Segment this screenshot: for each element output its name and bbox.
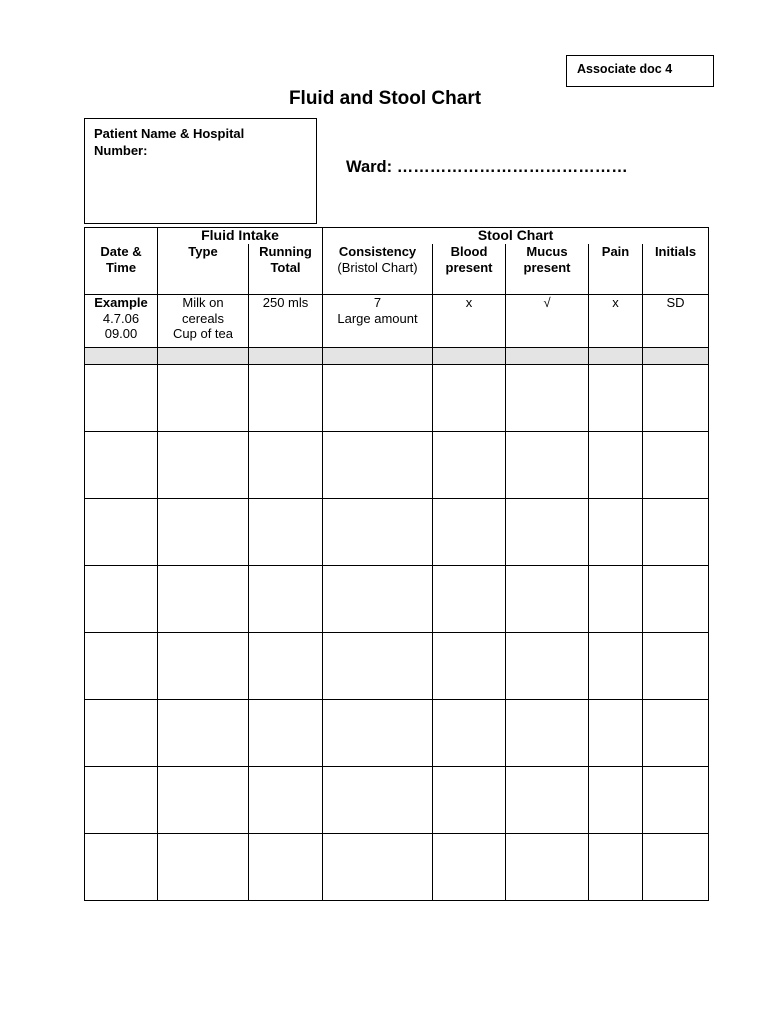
entry-row	[85, 700, 709, 767]
entry-cell[interactable]	[643, 432, 709, 499]
col-header-consistency	[323, 244, 433, 295]
entry-cell[interactable]	[158, 633, 249, 700]
patient-label-line1: Patient Name & Hospital	[94, 126, 245, 141]
entry-cell[interactable]	[506, 566, 589, 633]
entry-cell[interactable]	[85, 767, 158, 834]
col-type: Type	[188, 244, 218, 259]
entry-cell[interactable]	[506, 700, 589, 767]
entry-row	[85, 767, 709, 834]
entry-cell[interactable]	[589, 499, 643, 566]
group-header-fluid-intake: Fluid Intake	[158, 228, 323, 245]
entry-cell[interactable]	[85, 566, 158, 633]
entry-cell[interactable]	[158, 365, 249, 432]
entry-cell[interactable]	[433, 633, 506, 700]
entry-cell[interactable]	[323, 633, 433, 700]
group-header-stool-chart: Stool Chart	[323, 228, 709, 245]
entry-cell[interactable]	[249, 767, 323, 834]
example-consistency: 7	[373, 295, 382, 310]
entry-cell[interactable]	[158, 767, 249, 834]
column-header-row	[85, 244, 709, 295]
example-date: 4.7.06	[102, 310, 140, 326]
entry-cell[interactable]	[506, 365, 589, 432]
entry-cell[interactable]	[643, 633, 709, 700]
entry-cell[interactable]	[85, 365, 158, 432]
document-reference-text: Associate doc 4	[577, 62, 673, 76]
entry-row	[85, 834, 709, 901]
entry-cell[interactable]	[643, 365, 709, 432]
col-date-l1: Date &	[100, 244, 142, 259]
col-header-type	[158, 244, 249, 295]
col-initials: Initials	[654, 244, 697, 259]
entry-row	[85, 499, 709, 566]
page-title: Fluid and Stool Chart	[288, 88, 482, 109]
col-header-initials	[643, 244, 709, 295]
col-consistency-sub: (Bristol Chart)	[337, 259, 418, 275]
entry-cell[interactable]	[433, 700, 506, 767]
entry-cell[interactable]	[589, 365, 643, 432]
entry-cell[interactable]	[249, 834, 323, 901]
entry-cell[interactable]	[589, 566, 643, 633]
example-mucus: √	[506, 295, 589, 348]
col-blood-l2: present	[445, 259, 493, 275]
example-running-total: 250 mls	[249, 295, 323, 348]
shaded-cell	[249, 348, 323, 365]
example-row	[85, 295, 709, 348]
entry-cell[interactable]	[643, 834, 709, 901]
entry-cell[interactable]	[589, 767, 643, 834]
shaded-cell	[85, 348, 158, 365]
entry-cell[interactable]	[589, 633, 643, 700]
col-mucus-l1: Mucus	[526, 244, 568, 259]
example-date-cell	[85, 295, 158, 348]
col-header-running-total	[249, 244, 323, 295]
entry-cell[interactable]	[506, 633, 589, 700]
entry-cell[interactable]	[323, 365, 433, 432]
entry-cell[interactable]	[589, 700, 643, 767]
example-type-l3: Cup of tea	[173, 326, 233, 341]
col-running-l1: Running	[259, 244, 312, 259]
entry-cell[interactable]	[506, 499, 589, 566]
shaded-cell	[158, 348, 249, 365]
entry-cell[interactable]	[158, 566, 249, 633]
entry-cell[interactable]	[506, 767, 589, 834]
entry-cell[interactable]	[506, 432, 589, 499]
entry-cell[interactable]	[433, 365, 506, 432]
col-blood-l1: Blood	[450, 244, 488, 259]
example-blood: x	[433, 295, 506, 348]
entry-cell[interactable]	[433, 499, 506, 566]
entry-row	[85, 432, 709, 499]
entry-cell[interactable]	[249, 432, 323, 499]
entry-cell[interactable]	[643, 566, 709, 633]
col-header-mucus	[506, 244, 589, 295]
shaded-cell	[433, 348, 506, 365]
entry-cell[interactable]	[589, 834, 643, 901]
entry-cell[interactable]	[433, 834, 506, 901]
example-consistency-cell	[323, 295, 433, 348]
entry-cell[interactable]	[433, 566, 506, 633]
ward-field[interactable]: Ward: ……………………………………	[346, 158, 628, 176]
col-consistency: Consistency	[338, 244, 417, 259]
shaded-cell	[643, 348, 709, 365]
entry-cell[interactable]	[643, 767, 709, 834]
entry-cell[interactable]	[249, 499, 323, 566]
entry-cell[interactable]	[85, 700, 158, 767]
entry-cell[interactable]	[433, 767, 506, 834]
shaded-cell	[506, 348, 589, 365]
entry-cell[interactable]	[249, 365, 323, 432]
entry-cell[interactable]	[323, 499, 433, 566]
col-date-l2: Time	[105, 259, 137, 275]
example-initials: SD	[643, 295, 709, 348]
group-header-blank	[85, 228, 158, 245]
entry-cell[interactable]	[323, 700, 433, 767]
group-header-row	[85, 228, 709, 245]
example-label: Example	[94, 295, 148, 310]
entry-cell[interactable]	[433, 432, 506, 499]
col-pain: Pain	[601, 244, 630, 259]
entry-cell[interactable]	[249, 700, 323, 767]
entry-cell[interactable]	[506, 834, 589, 901]
entry-cell[interactable]	[643, 700, 709, 767]
entry-row	[85, 566, 709, 633]
example-type-l1: Milk on	[182, 295, 224, 310]
col-header-blood	[433, 244, 506, 295]
entry-cell[interactable]	[323, 432, 433, 499]
entry-cell[interactable]	[85, 834, 158, 901]
entry-cell[interactable]	[249, 566, 323, 633]
entry-row	[85, 365, 709, 432]
entry-cell[interactable]	[85, 499, 158, 566]
entry-cell[interactable]	[85, 633, 158, 700]
col-header-date-time	[85, 244, 158, 295]
example-type-l2: cereals	[182, 310, 224, 326]
entry-cell[interactable]	[643, 499, 709, 566]
entry-cell[interactable]	[85, 432, 158, 499]
entry-cell[interactable]	[158, 499, 249, 566]
col-running-l2: Total	[270, 259, 301, 275]
example-consistency-note: Large amount	[337, 310, 418, 326]
entry-cell[interactable]	[158, 834, 249, 901]
col-header-pain	[589, 244, 643, 295]
entry-cell[interactable]	[158, 700, 249, 767]
entry-cell[interactable]	[323, 767, 433, 834]
col-mucus-l2: present	[523, 259, 571, 275]
example-type-cell	[158, 295, 249, 348]
example-pain: x	[589, 295, 643, 348]
entry-cell[interactable]	[323, 566, 433, 633]
shaded-cell	[323, 348, 433, 365]
entry-cell[interactable]	[249, 633, 323, 700]
entry-row	[85, 633, 709, 700]
entry-cell[interactable]	[323, 834, 433, 901]
shaded-cell	[589, 348, 643, 365]
patient-label-line2: Number:	[94, 143, 148, 158]
entry-cell[interactable]	[158, 432, 249, 499]
patient-name-box[interactable]	[84, 118, 317, 224]
shaded-separator-row	[85, 348, 709, 365]
document-reference	[566, 55, 714, 87]
example-time: 09.00	[104, 326, 138, 341]
entry-cell[interactable]	[589, 432, 643, 499]
fluid-stool-table	[84, 227, 709, 901]
entry-rows	[85, 365, 709, 901]
